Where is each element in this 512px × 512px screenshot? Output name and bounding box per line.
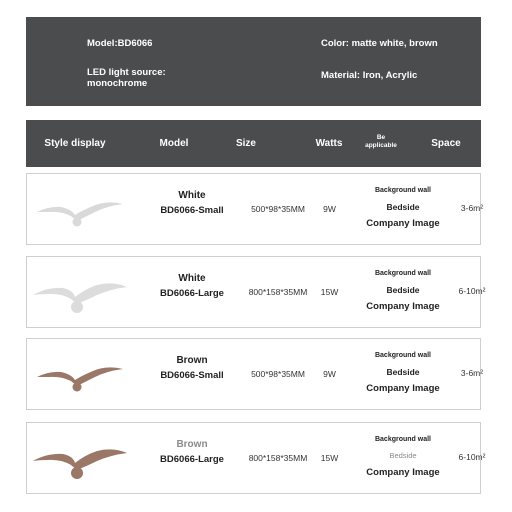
header-applicable: Be applicable [365, 133, 397, 149]
row-watts: 15W [320, 453, 339, 463]
seagull-lamp-image [31, 431, 129, 487]
row-applicable-2: Bedside [389, 451, 417, 460]
table-row [26, 173, 484, 245]
table-row [26, 256, 486, 328]
row-model-label: BD6066-Small [160, 205, 224, 216]
row-applicable-2: Bedside [386, 367, 420, 377]
row-size: 500*98*35MM [251, 204, 305, 214]
row-model-label: BD6066-Large [160, 454, 224, 465]
row-model-label: BD6066-Large [160, 288, 224, 299]
seagull-lamp-image [31, 265, 129, 321]
row-applicable-3: Company Image [366, 383, 440, 394]
row-size: 800*158*35MM [248, 453, 308, 463]
row-model-label: BD6066-Small [160, 370, 224, 381]
row-color-label: Brown [176, 439, 208, 450]
row-watts: 9W [323, 204, 336, 214]
table-row [26, 422, 486, 494]
row-space: 6-10m² [458, 452, 486, 462]
row-space: 3-6m² [460, 368, 484, 378]
model-info: Model:BD6066 [87, 38, 153, 49]
spec-table-header [26, 120, 481, 167]
row-applicable-1: Background wall [374, 270, 431, 277]
row-watts: 15W [320, 287, 339, 297]
table-row [26, 338, 484, 410]
row-applicable-1: Background wall [374, 187, 431, 194]
row-applicable-3: Company Image [366, 467, 440, 478]
row-applicable-3: Company Image [366, 218, 440, 229]
header-watts: Watts [315, 138, 343, 149]
color-info: Color: matte white, brown [321, 38, 438, 49]
product-info-panel [26, 17, 481, 106]
header-model: Model [159, 138, 189, 149]
seagull-lamp-image [31, 347, 129, 403]
row-applicable-2: Bedside [386, 202, 420, 212]
row-applicable-3: Company Image [366, 301, 440, 312]
row-color-label: White [178, 190, 206, 201]
header-space: Space [431, 138, 461, 149]
header-size: Size [235, 138, 256, 149]
led-info: LED light source: monochrome [87, 67, 166, 89]
seagull-lamp-image [31, 182, 129, 238]
material-info: Material: Iron, Acrylic [321, 70, 418, 81]
row-color-label: Brown [176, 355, 208, 366]
row-size: 800*158*35MM [248, 287, 308, 297]
header-style-display: Style display [44, 138, 106, 149]
row-color-label: White [178, 273, 206, 284]
row-space: 3-6m² [460, 203, 484, 213]
row-applicable-1: Background wall [374, 352, 431, 359]
row-size: 500*98*35MM [251, 369, 305, 379]
row-applicable-2: Bedside [386, 285, 420, 295]
row-watts: 9W [323, 369, 336, 379]
row-space: 6-10m² [458, 286, 486, 296]
row-applicable-1: Background wall [374, 436, 431, 443]
